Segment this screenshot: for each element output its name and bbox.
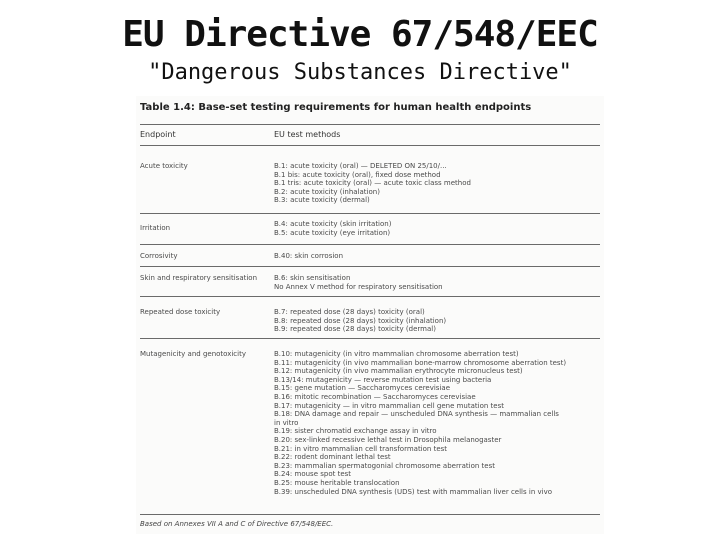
slide-subtitle: "Dangerous Substances Directive" (148, 60, 572, 85)
row-rule (140, 244, 600, 245)
row-rule (140, 296, 600, 297)
row-endpoint: Mutagenicity and genotoxicity (140, 350, 246, 358)
row-methods (274, 274, 600, 291)
method-line: B.18: DNA damage and repair — unscheduled DNA synthesis — mammalian cells (274, 410, 559, 419)
method-line: B.11: mutagenicity (in vivo mammalian bone-marrow chromosome aberration test) (274, 358, 567, 367)
row-methods (274, 252, 600, 261)
row-methods (274, 220, 600, 237)
method-line: B.1 tris: acute toxicity (oral) — acute toxic class method (274, 179, 471, 188)
method-line: B.39: unscheduled DNA synthesis (UDS) test with mammalian liver cells in vivo (274, 487, 552, 496)
method-line: B.5: acute toxicity (eye irritation) (274, 228, 391, 237)
row-rule (140, 213, 600, 214)
method-line: No Annex V method for respiratory sensitisation (274, 282, 443, 291)
row-rule (140, 338, 600, 339)
row-methods (274, 308, 600, 334)
method-line: B.9: repeated dose (28 days) toxicity (dermal) (274, 325, 436, 334)
table-top-rule (140, 124, 600, 125)
table-caption: Table 1.4: Base-set testing requirements for human health endpoints (140, 102, 532, 113)
table-footnote: Based on Annexes VII A and C of Directive 67/548/EEC. (140, 520, 334, 528)
table-bottom-rule (140, 514, 600, 515)
row-endpoint: Skin and respiratory sensitisation (140, 274, 258, 282)
row-endpoint: Acute toxicity (140, 162, 188, 170)
method-line: B.8: repeated dose (28 days) toxicity (inhalation) (274, 316, 447, 325)
method-line: B.25: mouse heritable translocation (274, 478, 400, 487)
header-methods: EU test methods (274, 130, 341, 139)
row-methods (274, 162, 600, 205)
method-line: B.23: mammalian spermatogonial chromosome aberration test (274, 461, 495, 470)
method-line: B.1 bis: acute toxicity (oral), fixed dose method (274, 170, 441, 179)
method-line: B.13/14: mutagenicity — reverse mutation test using bacteria (274, 375, 492, 384)
row-endpoint: Repeated dose toxicity (140, 308, 221, 316)
row-methods (274, 350, 600, 496)
method-line: B.21: in vitro mammalian cell transformation test (274, 444, 448, 453)
header-rule (140, 145, 600, 146)
header-endpoint: Endpoint (140, 130, 176, 139)
method-line: B.24: mouse spot test (274, 470, 352, 479)
method-line: B.15: gene mutation — Saccharomyces cerevisiae (274, 384, 450, 393)
row-rule (140, 266, 600, 267)
method-line: B.40: skin corrosion (274, 252, 344, 260)
method-line: B.1: acute toxicity (oral) — DELETED ON 25/10/... (274, 162, 447, 170)
method-line: B.3: acute toxicity (dermal) (274, 196, 370, 205)
method-line: B.10: mutagenicity (in vitro mammalian chromosome aberration test) (274, 350, 519, 358)
scanned-table-image (136, 96, 604, 534)
method-line: B.17: mutagenicity — in vitro mammalian cell gene mutation test (274, 401, 504, 410)
method-line: B.12: mutagenicity (in vivo mammalian erythrocyte micronucleus test) (274, 367, 523, 376)
method-line: B.4: acute toxicity (skin irritation) (274, 220, 392, 228)
method-line: B.7: repeated dose (28 days) toxicity (oral) (274, 308, 425, 316)
method-line: B.2: acute toxicity (inhalation) (274, 187, 380, 196)
method-line: B.20: sex-linked recessive lethal test in Drosophila melanogaster (274, 435, 502, 444)
method-line: B.6: skin sensitisation (274, 274, 351, 282)
method-line: B.19: sister chromatid exchange assay in vitro (274, 427, 437, 436)
slide-title: EU Directive 67/548/EEC (122, 14, 598, 55)
method-line: B.22: rodent dominant lethal test (274, 453, 391, 462)
row-endpoint: Irritation (140, 224, 171, 232)
row-endpoint: Corrosivity (140, 252, 178, 260)
method-line: in vitro (274, 418, 299, 427)
method-line: B.16: mitotic recombination — Saccharomyces cerevisiae (274, 392, 476, 401)
